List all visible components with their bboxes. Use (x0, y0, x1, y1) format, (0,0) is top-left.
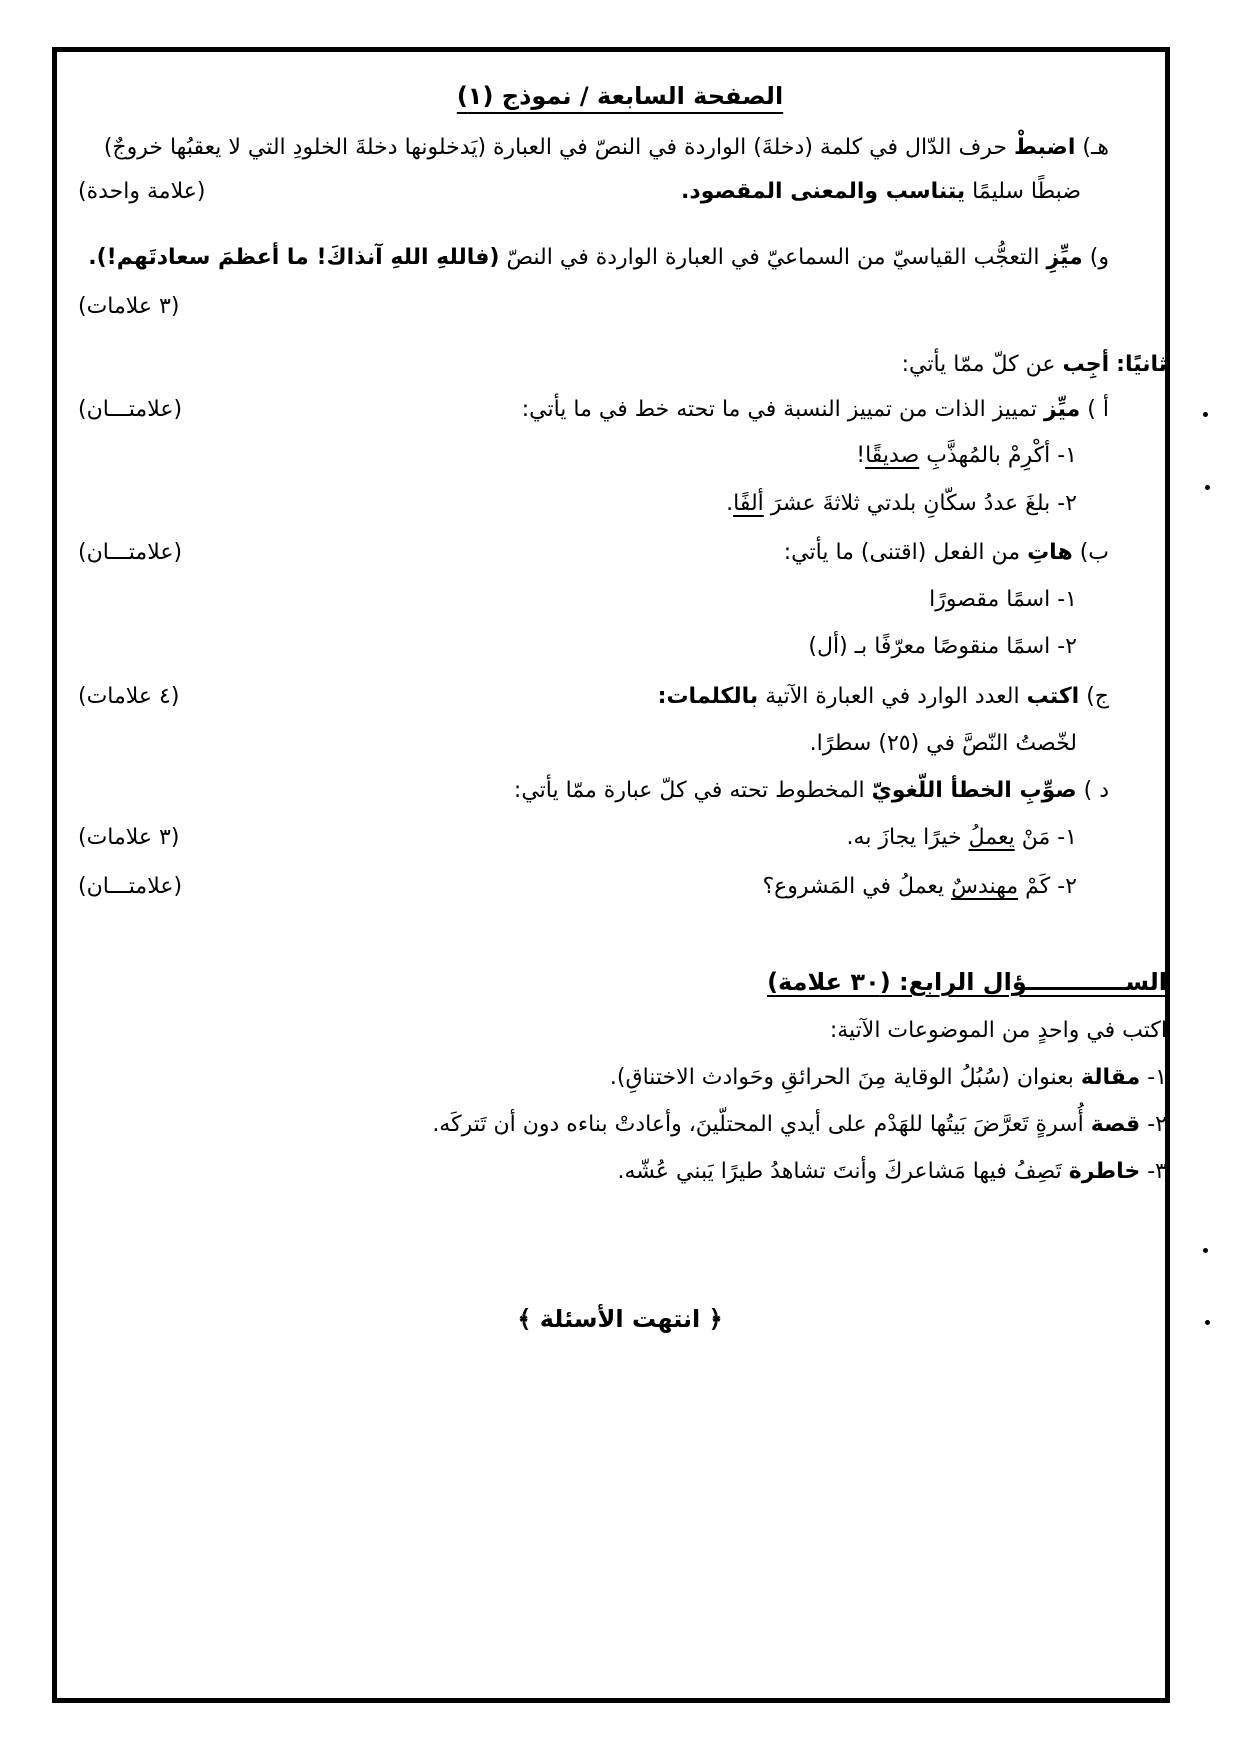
part-w-marks: (٣ علامات) (78, 294, 180, 319)
s2-b-item1: ١- اسمًا مقصورًا (929, 587, 1077, 612)
s2-b-question: ب) هاتِ من الفعل (اقتنى) ما يأتي: (783, 540, 1109, 565)
scan-dot (1203, 1248, 1208, 1253)
s2-c-sentence: لخّصتُ النّصَّ في (٢٥) سطرًا. (809, 731, 1077, 756)
s2-d-question: د ) صوِّبِ الخطأ اللّغويّ المخطوط تحته في كلّ عبارة ممّا يأتي: (513, 778, 1109, 803)
s2-b-item2: ٢- اسمًا منقوصًا معرّفًا بـ (أل) (808, 634, 1077, 659)
q4-topic-1: ١- مقالة بعنوان (سُبُلُ الوقاية مِنَ الحرائقِ وحَوادث الاختناقِ). (609, 1065, 1167, 1090)
scan-dot (1205, 485, 1210, 490)
s2-c-question: ج) اكتب العدد الوارد في العبارة الآتية بالكلمات: (657, 684, 1109, 709)
s2-a-question: أ ) ميِّز تمييز الذات من تمييز النسبة في ما تحته خط في ما يأتي: (521, 397, 1109, 422)
s2-d-item1: ١- مَنْ يعملُ خيرًا يجازَ به. (846, 825, 1077, 850)
s2-b-marks: (علامتـــان) (78, 540, 183, 565)
s2-d-item2: ٢- كَمْ مهندسٌ يعملُ في المَشروع؟ (762, 874, 1077, 899)
part-h-line1: هـ) اضبطْ حرف الدّال في كلمة (دخلةَ) الواردة في النصّ في العبارة (يَدخلونها دخلةَ الخلودِ التي لا يعقبُها خروجٌ) (103, 135, 1109, 160)
end-of-questions: ﴿ انتهت الأسئلة ﴾ (517, 1305, 723, 1333)
q4-topic-3: ٣- خاطرة تَصِفُ فيها مَشاعركَ وأنتَ تشاهدُ طيرًا يَبني عُشّه. (617, 1159, 1167, 1184)
page-title: الصفحة السابعة / نموذج (١) (456, 82, 784, 110)
q4-topic-2: ٢- قصة أُسرةٍ تَعرَّضَ بَيتُها للهَدْم على أيدي المحتلّينَ، وأعادتْ بناءه دون أن تَتركَه. (432, 1112, 1167, 1137)
s2-d-item2-marks: (علامتـــان) (78, 874, 183, 899)
s2-a-marks: (علامتـــان) (78, 397, 183, 422)
section2-heading: ثانيًا: أجِب عن كلّ ممّا يأتي: (901, 352, 1167, 377)
part-h-marks: (علامة واحدة) (78, 179, 206, 204)
s2-a-item2: ٢- بلغَ عددُ سكّانِ بلدتي ثلاثةَ عشرَ ألفًا. (726, 491, 1077, 516)
scan-dot (1203, 412, 1208, 417)
part-h-line2: ضبطًا سليمًا يتناسب والمعنى المقصود. (681, 179, 1081, 204)
scan-dot (1205, 1320, 1210, 1325)
q4-intro: اكتب في واحدٍ من الموضوعات الآتية: (829, 1018, 1167, 1043)
s2-c-marks: (٤ علامات) (78, 684, 180, 709)
s2-a-item1: ١- أكْرِمْ بالمُهذَّبِ صديقًا! (856, 443, 1077, 468)
q4-title: الســــــــــــؤال الرابع: (٣٠ علامة) (767, 968, 1167, 996)
part-w-line: و) ميِّزِ التعجُّب القياسيّ من السماعيّ في العبارة الواردة في النصّ (فاللهِ اللهِ آنذاكَ! ما أعظمَ سعادتَهم!). (88, 245, 1109, 270)
s2-d-item1-marks: (٣ علامات) (78, 825, 180, 850)
